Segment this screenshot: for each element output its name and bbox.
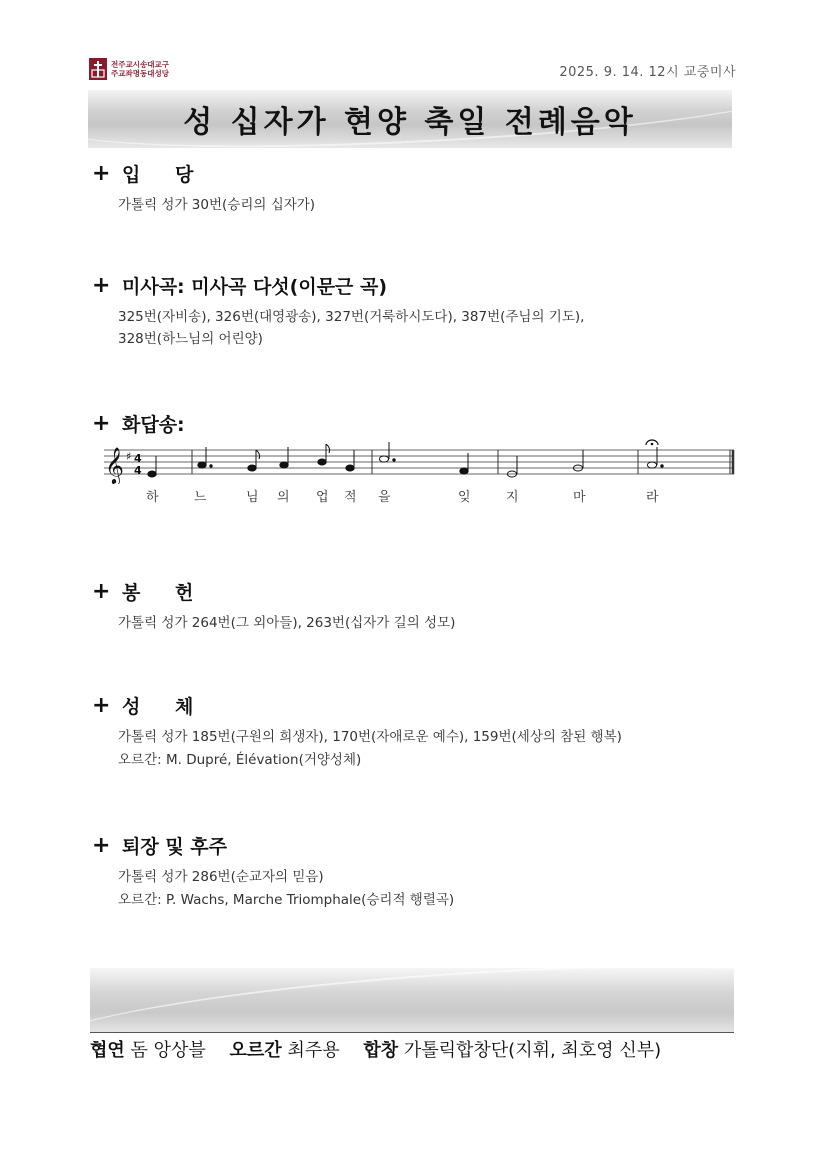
note xyxy=(379,456,388,462)
svg-text:𝄞: 𝄞 xyxy=(105,446,124,484)
performer-credits xyxy=(90,1036,661,1062)
hymn-line: 가톨릭 성가 286번(순교자의 믿음) xyxy=(118,869,324,885)
svg-text:4: 4 xyxy=(134,464,142,477)
logo-line2: 주교좌명동대성당 xyxy=(111,69,169,78)
footer-banner xyxy=(90,968,734,1032)
note xyxy=(460,468,468,474)
section-title: 퇴장 및 후주 xyxy=(122,836,227,858)
time-signature: 4 xyxy=(134,452,142,465)
lyric-syllable: 업 xyxy=(316,490,329,505)
section-title: 봉 헌 xyxy=(122,582,208,604)
treble-clef-icon xyxy=(105,446,124,484)
cross-icon: + xyxy=(92,579,111,604)
organ-line: 오르간: M. Dupré, Élévation(거양성체) xyxy=(118,752,362,768)
note xyxy=(318,459,326,465)
logo-line1: 전주교시송대교구 xyxy=(111,60,169,69)
lyric-syllable: 라 xyxy=(646,490,659,505)
cross-icon: + xyxy=(92,833,111,858)
note xyxy=(346,465,354,471)
note xyxy=(148,471,156,477)
lyric-syllable: 의 xyxy=(277,490,290,505)
section-title: 성 체 xyxy=(122,696,208,718)
hymn-line: 가톨릭 성가 30번(승리의 십자가) xyxy=(118,197,316,213)
lyric-syllable: 하 xyxy=(146,490,159,505)
lyric-syllable: 느 xyxy=(194,490,207,505)
choir-value: 가톨릭합창단(지휘, 최호영 신부) xyxy=(403,1040,662,1061)
organ-label: 오르간 xyxy=(229,1040,282,1061)
lyric-syllable: 적 xyxy=(344,490,357,505)
choir-label: 합창 xyxy=(363,1040,399,1061)
page-title: 성 십자가 현양 축일 전례음악 xyxy=(183,105,637,140)
footer-divider xyxy=(90,1032,734,1033)
ensemble-value: 돔 앙상블 xyxy=(130,1040,206,1061)
section-title: 화답송: xyxy=(122,414,185,436)
hymn-line: 가톨릭 성가 264번(그 외아들), 263번(십자가 길의 성모) xyxy=(118,615,456,631)
note xyxy=(198,462,206,468)
lyric-syllable: 지 xyxy=(506,490,519,505)
cross-icon: + xyxy=(92,161,111,186)
note xyxy=(280,462,288,468)
section-title: 입 당 xyxy=(122,164,208,186)
hymn-line: 328번(하느님의 어린양) xyxy=(118,331,263,347)
cross-icon: + xyxy=(92,693,111,718)
section-offertory xyxy=(92,578,455,631)
organ-line: 오르간: P. Wachs, Marche Triomphale(승리적 행렬곡) xyxy=(118,892,455,908)
lyric-syllable: 을 xyxy=(378,490,391,505)
hymn-line: 가톨릭 성가 185번(구원의 희생자), 170번(자애로운 예수), 159번(세상의 참된 행복) xyxy=(118,729,622,745)
ensemble-label: 협연 xyxy=(90,1040,125,1061)
section-title: 미사곡: 미사곡 다섯(이문근 곡) xyxy=(122,276,388,298)
cross-icon: + xyxy=(92,273,111,298)
diocese-logo xyxy=(89,58,169,80)
cathedral-icon xyxy=(89,58,107,80)
section-entrance xyxy=(92,160,315,213)
logo-text xyxy=(111,60,169,78)
note xyxy=(248,465,256,471)
section-psalm xyxy=(92,410,185,437)
note xyxy=(647,462,656,468)
section-recessional xyxy=(92,832,454,908)
cross-icon: + xyxy=(92,411,111,436)
lyric-syllable: 잊 xyxy=(458,490,471,505)
lyric-syllable: 마 xyxy=(573,490,586,505)
hymn-line: 325번(자비송), 326번(대영광송), 327번(거룩하시도다), 387번(주님의 기도), xyxy=(118,309,585,325)
organ-value: 최주용 xyxy=(287,1040,340,1061)
key-signature-sharp: ♯ xyxy=(126,450,132,463)
mass-date: 2025. 9. 14. 12시 교중미사 xyxy=(559,65,736,80)
title-banner xyxy=(88,90,732,148)
section-communion xyxy=(92,692,622,768)
section-mass-ordinary xyxy=(92,272,584,347)
psalm-music-staff xyxy=(100,438,740,484)
lyric-syllable: 님 xyxy=(246,490,259,505)
